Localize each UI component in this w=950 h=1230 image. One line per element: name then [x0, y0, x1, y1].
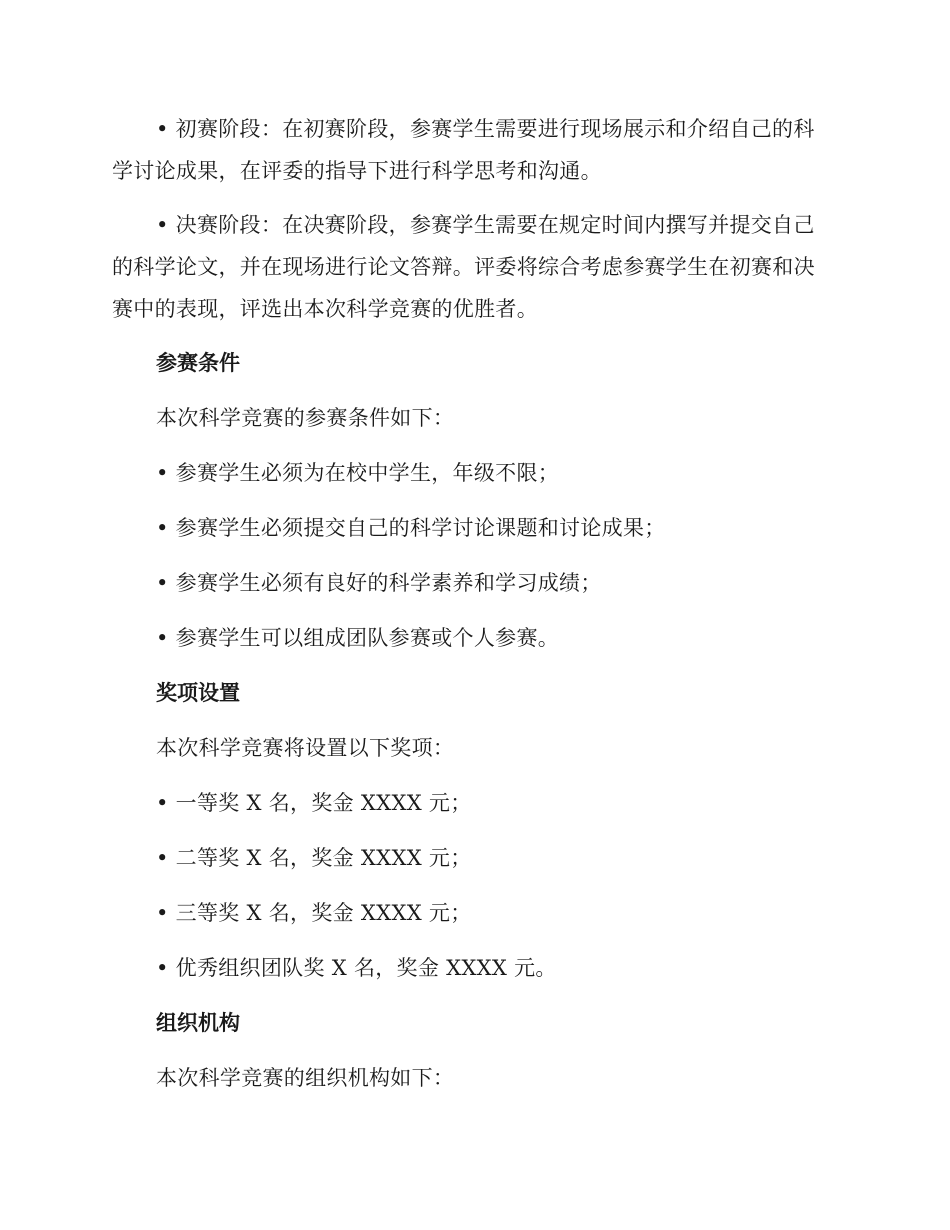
paragraph-final-stage: • 决赛阶段：在决赛阶段，参赛学生需要在规定时间内撰写并提交自己的科学论文，并在现场进行论文答辩。评委将综合考虑参赛学生在初赛和决赛中的表现，评选出本次科学竞赛的优胜者。 — [112, 213, 815, 321]
section-heading-awards: 奖项设置 — [156, 681, 240, 705]
section-heading-organization: 组织机构 — [156, 1011, 240, 1035]
list-item: • 参赛学生必须有良好的科学素养和学习成绩； — [156, 571, 602, 595]
section-intro-organization: 本次科学竞赛的组织机构如下： — [156, 1066, 455, 1090]
paragraph-preliminary-stage: • 初赛阶段：在初赛阶段，参赛学生需要进行现场展示和介绍自己的科学讨论成果，在评委的指导下进行科学思考和沟通。 — [112, 117, 815, 183]
list-item: • 参赛学生必须为在校中学生，年级不限； — [156, 461, 560, 485]
list-item: • 参赛学生可以组成团队参赛或个人参赛。 — [156, 626, 560, 650]
list-item: • 二等奖 X 名，奖金 XXXX 元； — [156, 846, 472, 870]
list-item: • 三等奖 X 名，奖金 XXXX 元； — [156, 901, 472, 925]
list-item: • 一等奖 X 名，奖金 XXXX 元； — [156, 791, 472, 815]
section-intro-eligibility: 本次科学竞赛的参赛条件如下： — [156, 406, 455, 430]
list-item: • 参赛学生必须提交自己的科学讨论课题和讨论成果； — [156, 516, 666, 540]
section-intro-awards: 本次科学竞赛将设置以下奖项： — [156, 736, 455, 760]
section-heading-eligibility: 参赛条件 — [156, 351, 240, 375]
list-item: • 优秀组织团队奖 X 名，奖金 XXXX 元。 — [156, 956, 557, 980]
